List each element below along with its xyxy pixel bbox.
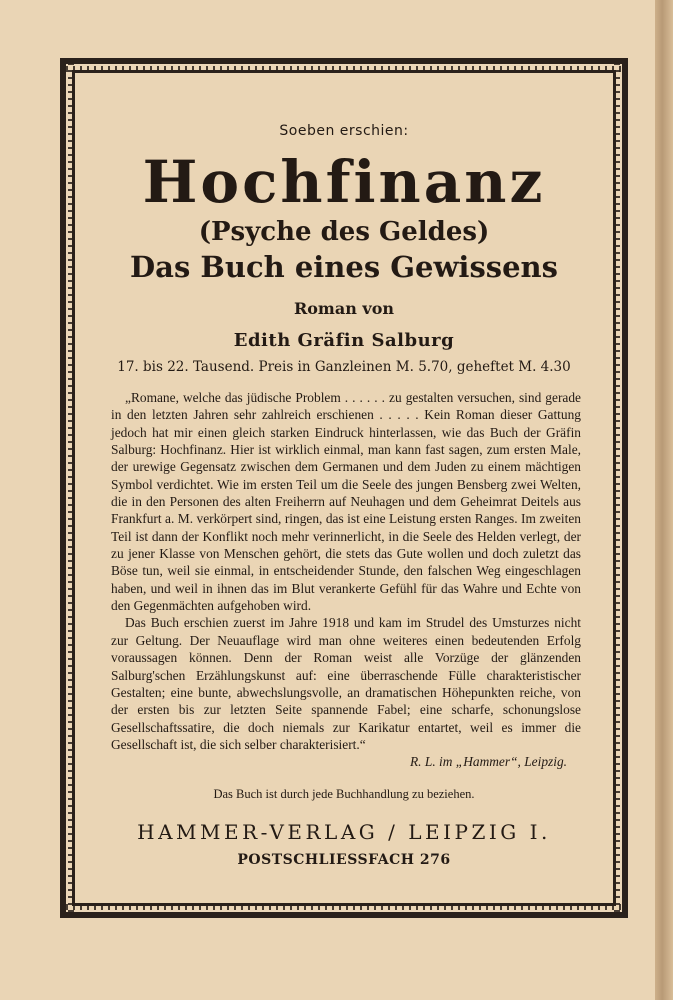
frame-inner (72, 70, 616, 906)
book-subtitle: (Psyche des Geldes) (198, 217, 490, 247)
postbox-line: POSTSCHLIESSFACH 276 (237, 851, 451, 868)
frame-band (66, 64, 622, 912)
review-text (111, 389, 581, 771)
review-signature: R. L. im „Hammer“, Leipzig. (410, 754, 567, 770)
announcement: Soeben erschien: (279, 123, 409, 139)
genre-line: Roman von (293, 299, 395, 318)
book-title: Hochfinanz (142, 148, 546, 216)
review-paragraph-1: „Romane, welche das jüdische Problem . . . . . . zu gestalten versuchen, sind gerade in den letzten Jahren sehr zahlreich erschienen . . . . . Kein Roman dieser Gattung jedoch hat mir einen gleich starken Eindruck hinterlassen, wie das Buch der Gräfin Salburg: Hochfinanz. Hier ist wirklich einmal, man kann fast sagen, zum ersten Male, der urewige Gegensatz zwischen dem Germanen und dem Juden zu einem mächtigen Symbol verdichtet. Wie im ersten Teil um die Seele des jungen Bensberg zwei Welten, die in den Personen des alten Freiherrn auf Neuhagen und dem Geheimrat Deitels aus Frankfurt a. M. verkörpert sind, ringen, das ist eine Leistung ersten Ranges. Im zweiten Teil ist dann der Konflikt noch mehr verinnerlicht, in die Seele des Helden verlegt, der zu jener Klasse von Menschen gehört, die stets das Gute wollen und doch zuletzt das Böse tun, weil sie einmal, in entscheidender Stunde, den falschen Weg eingeschlagen haben, und weil in ihnen das im Blut verankerte Gefühl für das Wahre und Echte von den Gegenmächten aufgehoben wird. (111, 390, 581, 614)
book-spine (655, 0, 673, 1000)
ornamental-frame (60, 58, 628, 918)
book-tagline: Das Buch eines Gewissens (130, 250, 558, 284)
advertisement-content (97, 123, 591, 868)
publisher-name: HAMMER-VERLAG / LEIPZIG I. (137, 819, 551, 844)
review-paragraph-2: Das Buch erschien zuerst im Jahre 1918 und kam im Strudel des Umsturzes nicht zur Geltung. Der Neuauflage wird man ohne weiteres einen bedeutenden Erfolg voraussagen können. Denn der Roman weist alle Vorzüge der glänzenden Salburg'schen Erzählungskunst auf: eine überraschende Fülle charakteristischer Gestalten; eine bunte, abwechslungsvolle, an dramatischen Höhepunkten reiche, von der ersten bis zur letzten Seite spannende Fabel; eine scharfe, schonungslose Gesellschaftssatire, die doch niemals zur Karikatur entartet, weil es immer die Gesellschaft ist, die sich selber charakterisiert.“ (111, 615, 581, 752)
price-line: 17. bis 22. Tausend. Preis in Ganzleinen M. 5.70, geheftet M. 4.30 (117, 359, 571, 375)
author-name: Edith Gräfin Salburg (233, 330, 455, 351)
availability-note: Das Buch ist durch jede Buchhandlung zu beziehen. (213, 786, 475, 801)
